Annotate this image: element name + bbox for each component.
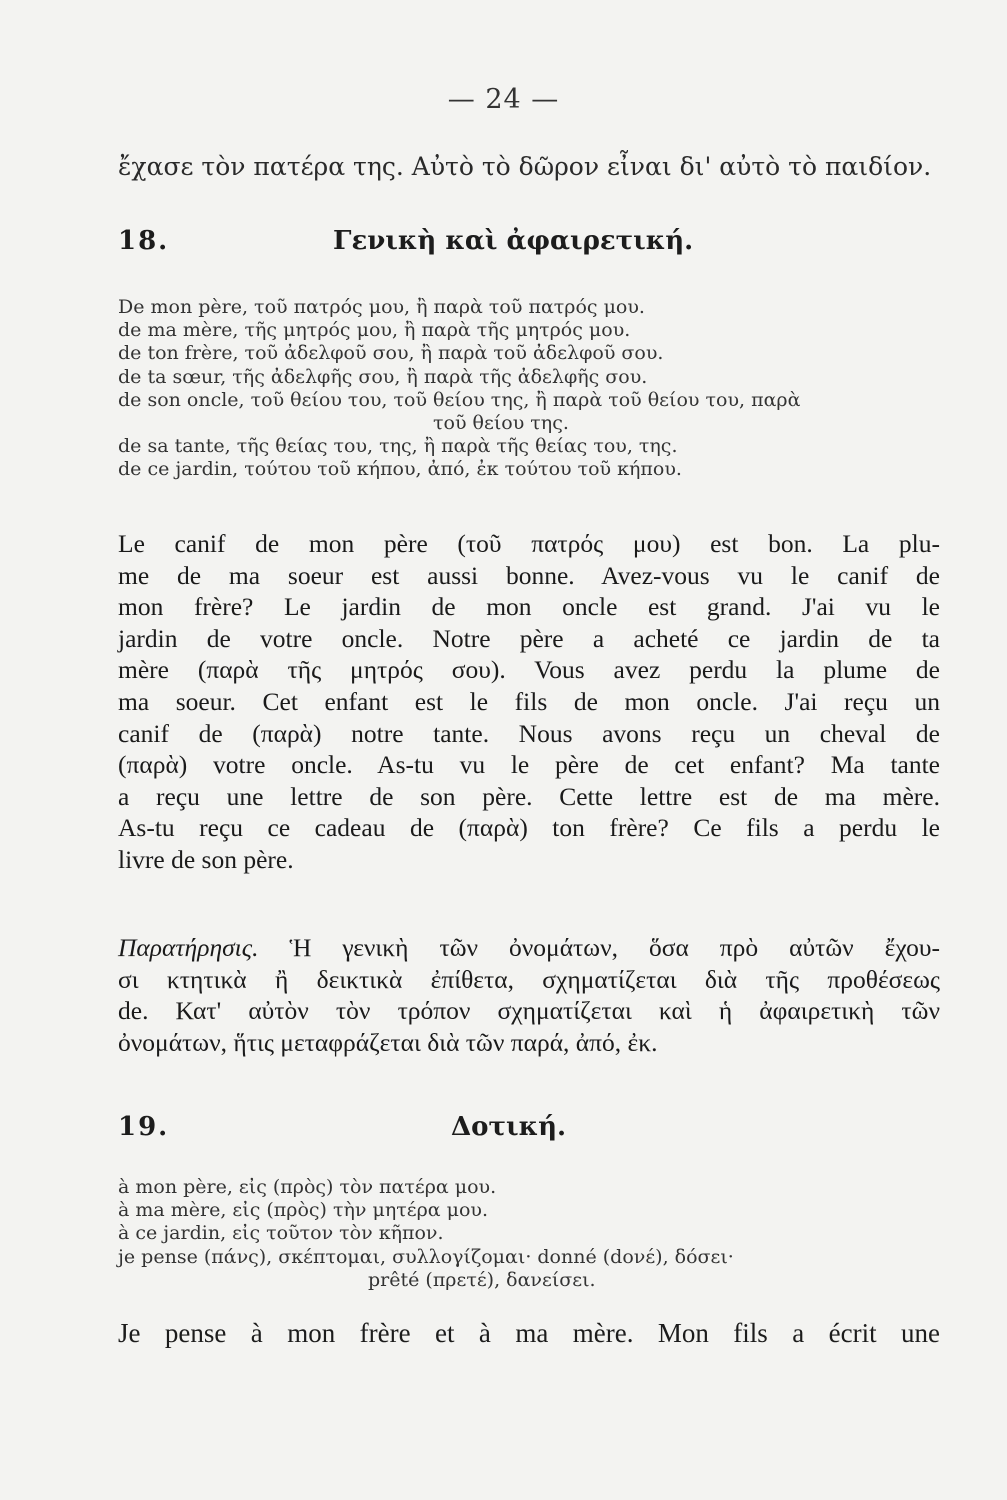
exercise-line: jardin de votre oncle. Notre père a acheté ce jardin de ta bbox=[118, 623, 940, 653]
vocab-line: à mon père, εἰς (πρὸς) τὸν πατέρα μου. bbox=[118, 1176, 497, 1198]
page-number: — 24 — bbox=[447, 84, 560, 115]
note-line: σι κτητικὰ ἢ δεικτικὰ ἐπίθετα, σχηματίζεται διὰ τῆς προθέσεως bbox=[118, 964, 940, 994]
section-19-vocabulary bbox=[118, 1176, 948, 1292]
vocab-line: je pense (πάνς), σκέπτομαι, συλλογίζομαι· donné (dονέ), δόσει· bbox=[118, 1245, 734, 1268]
vocab-line: de ma mère, τῆς μητρός μου, ἢ παρὰ τῆς μητρός μου. bbox=[118, 319, 631, 342]
section-number: 18. bbox=[118, 226, 170, 256]
vocab-line: à ma mère, εἰς (πρὸς) τὴν μητέρα μου. bbox=[118, 1199, 488, 1222]
note-label: Παρατήρησις. bbox=[118, 933, 259, 962]
vocab-line: τοῦ θείου της. bbox=[433, 411, 569, 434]
exercise-line: canif de (παρὰ) notre tante. Nous avons reçu un cheval de bbox=[118, 718, 940, 748]
section-18-heading bbox=[118, 226, 938, 266]
exercise-line: As-tu reçu ce cadeau de (παρὰ) ton frère? Ce fils a perdu le bbox=[118, 813, 940, 843]
vocab-line: de son oncle, τοῦ θείου του, τοῦ θείου της, ἢ παρὰ τοῦ θείου του, παρὰ bbox=[118, 388, 801, 411]
exercise-line: a reçu une lettre de son père. Cette lettre est de ma mère. bbox=[118, 781, 940, 811]
note-line: ὀνομάτων, ἥτις μεταφράζεται διὰ τῶν παρά, ἀπό, ἐκ. bbox=[118, 1027, 658, 1057]
exercise-line: (παρὰ) votre oncle. As-tu vu le père de cet enfant? Ma tante bbox=[118, 750, 940, 780]
vocab-line: de ton frère, τοῦ ἀδελφοῦ σου, ἢ παρὰ τοῦ ἀδελφοῦ σου. bbox=[118, 342, 664, 365]
section-title: Γενικὴ καὶ ἀφαιρετική. bbox=[333, 226, 694, 256]
exercise-line: mère (παρὰ τῆς μητρός σου). Vous avez perdu la plume de bbox=[118, 655, 940, 685]
section-18-note bbox=[118, 932, 940, 1058]
carryover-line: ἔχασε τὸν πατέρα της. Αὐτὸ τὸ δῶρον εἶναι δι' αὐτὸ τὸ παιδίον. bbox=[118, 152, 932, 181]
section-19-heading bbox=[118, 1112, 938, 1152]
note-line: Ἡ γενικὴ τῶν ὀνομάτων, ὅσα πρὸ αὐτῶν ἔχου- bbox=[289, 933, 940, 962]
note-line: de. Κατ' αὐτὸν τὸν τρόπον σχηματίζεται καὶ ἡ ἀφαιρετικὴ τῶν bbox=[118, 996, 940, 1026]
exercise-line: me de ma soeur est aussi bonne. Avez-vous vu le canif de bbox=[118, 560, 940, 590]
section-title: Δοτική. bbox=[451, 1112, 567, 1142]
vocab-line: à ce jardin, εἰς τοῦτον τὸν κῆπον. bbox=[118, 1222, 444, 1245]
exercise-line: ma soeur. Cet enfant est le fils de mon oncle. J'ai reçu un bbox=[118, 686, 940, 716]
vocab-line: de sa tante, τῆς θείας του, της, ἢ παρὰ τῆς θείας του, της. bbox=[118, 435, 678, 458]
exercise-line: Le canif de mon père (τοῦ πατρός μου) est bon. La plu- bbox=[118, 529, 940, 558]
exercise-line: mon frère? Le jardin de mon oncle est grand. J'ai vu le bbox=[118, 592, 940, 622]
section-18-vocabulary bbox=[118, 296, 948, 482]
section-18-exercise bbox=[118, 528, 940, 876]
exercise-line: livre de son père. bbox=[118, 844, 294, 874]
section-number: 19. bbox=[118, 1112, 170, 1142]
vocab-line: de ta sœur, τῆς ἀδελφῆς σου, ἢ παρὰ τῆς ἀδελφῆς σου. bbox=[118, 365, 648, 388]
vocab-line: De mon père, τοῦ πατρός μου, ἢ παρὰ τοῦ πατρός μου. bbox=[118, 296, 645, 318]
vocab-line: prêté (πρετέ), δανείσει. bbox=[368, 1268, 596, 1291]
vocab-line: de ce jardin, τούτου τοῦ κήπου, ἀπό, ἐκ τούτου τοῦ κήπου. bbox=[118, 458, 682, 481]
bottom-line: Je pense à mon frère et à ma mère. Mon fils a écrit une bbox=[118, 1318, 940, 1348]
